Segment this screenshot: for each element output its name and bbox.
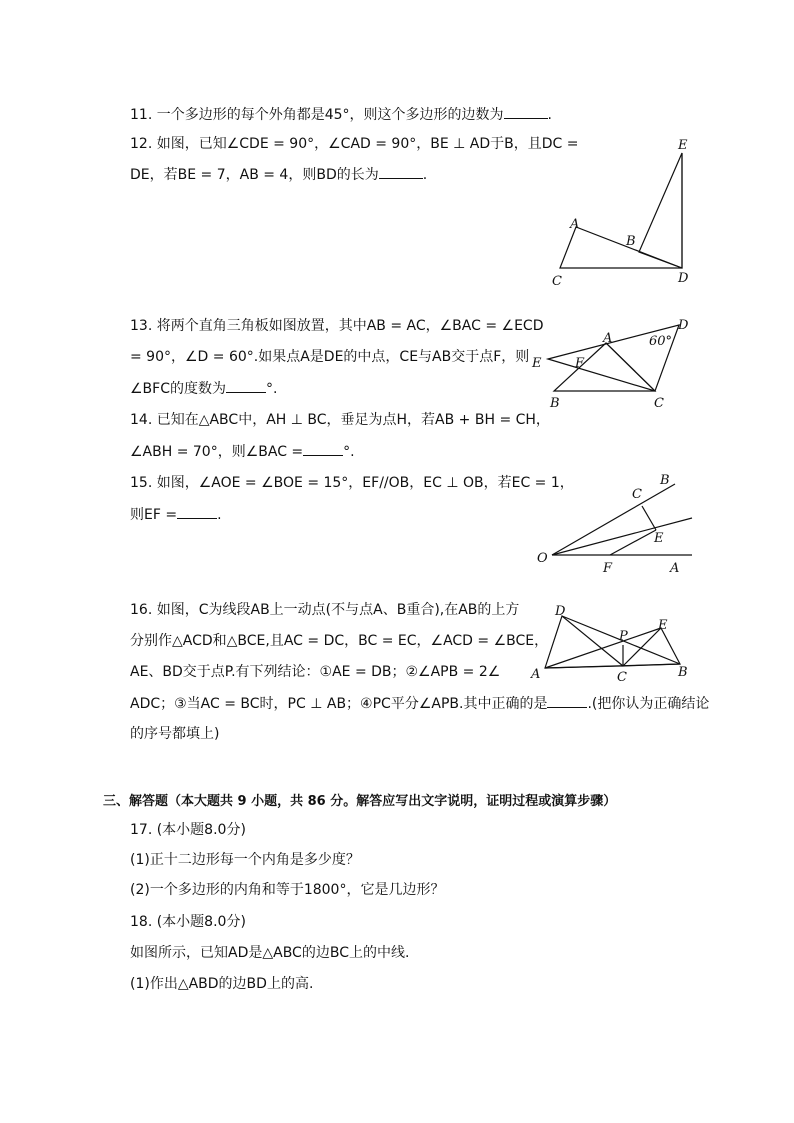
q15-label-o: O — [537, 551, 548, 566]
q15-line2-text: 则EF = — [130, 507, 178, 523]
q13-label-e: E — [532, 356, 542, 371]
q17-head: 17. (本小题8.0分) — [130, 822, 246, 838]
q17-part2: (2)一个多边形的内角和等于1800°，它是几边形？ — [130, 882, 445, 898]
q15-label-c: C — [632, 487, 642, 502]
q11-text: 11. 一个多边形的每个外角都是45°，则这个多边形的边数为 — [130, 107, 504, 123]
q11-end: . — [547, 107, 552, 123]
q16-segment-ae — [545, 628, 661, 668]
q16-line5: 的序号都填上) — [130, 726, 220, 742]
q13-angle-label: 60° — [649, 334, 673, 349]
q16-label-p: P — [619, 629, 628, 644]
q11-line — [130, 104, 552, 125]
q16-label-c: C — [617, 670, 627, 685]
q16-line4-tail: .(把你认为正确结论 — [587, 696, 710, 712]
q15-label-a: A — [670, 561, 680, 576]
q12-line1: 12. 如图，已知∠CDE = 90°，∠CAD = 90°，BE ⊥ AD于B，且DC = — [130, 136, 579, 152]
q16-label-b: B — [678, 665, 688, 680]
q15-line1: 15. 如图，∠AOE = ∠BOE = 15°，EF//OB，EC ⊥ OB，若EC = 1， — [130, 475, 574, 491]
q12-line2 — [130, 164, 427, 185]
q13-line1: 13. 将两个直角三角板如图放置，其中AB = AC，∠BAC = ∠ECD — [130, 318, 544, 334]
q18-intro: 如图所示，已知AD是△ABC的边BC上的中线. — [130, 945, 410, 961]
q15-figure — [530, 470, 700, 580]
q13-label-d: D — [678, 318, 689, 333]
q16-line4-text: ADC；③当AC = BC时，PC ⊥ AB；④PC平分∠APB.其中正确的是 — [130, 696, 548, 712]
q12-label-d: D — [678, 271, 689, 286]
q12-end: . — [422, 167, 428, 183]
section3-title: 三、解答题（本大题共 9 小题，共 86 分。解答应写出文字说明，证明过程或演算步骤） — [103, 794, 617, 809]
q13-end: °. — [265, 381, 278, 397]
q13-triangle-abc — [554, 343, 655, 391]
q17-part1: (1)正十二边形每一个内角是多少度？ — [130, 852, 360, 868]
q15-answer-blank[interactable] — [177, 504, 217, 519]
q14-line2 — [130, 441, 355, 462]
q12-label-b: B — [626, 234, 636, 249]
q14-answer-blank[interactable] — [303, 441, 343, 456]
q14-end: °. — [343, 444, 355, 460]
q15-label-e: E — [654, 531, 664, 546]
q13-answer-blank[interactable] — [226, 378, 266, 393]
q14-line2-text: ∠ABH = 70°，则∠BAC = — [130, 444, 304, 460]
q15-line2 — [130, 504, 222, 525]
q13-label-b: B — [550, 396, 560, 411]
q18-part1: (1)作出△ABD的边BD上的高. — [130, 976, 314, 992]
q12-figure — [540, 135, 710, 295]
q16-answer-blank[interactable] — [547, 693, 587, 708]
q14-line1: 14. 已知在△ABC中，AH ⊥ BC，垂足为点H，若AB + BH = CH， — [130, 412, 550, 428]
q13-label-a: A — [603, 331, 613, 346]
q13-line3-text: ∠BFC的度数为 — [130, 381, 226, 397]
q16-label-a: A — [531, 667, 541, 682]
q16-line2: 分别作△ACD和△BCE,且AC = DC，BC = EC，∠ACD = ∠BCE， — [130, 633, 549, 649]
q15-label-b: B — [660, 473, 670, 488]
q13-line2: = 90°，∠D = 60°.如果点A是DE的中点，CE与AB交于点F，则 — [130, 349, 530, 365]
q12-label-a: A — [570, 217, 580, 232]
q16-label-e: E — [658, 618, 668, 633]
q15-segment-ec — [642, 506, 656, 530]
q13-label-f: F — [575, 356, 585, 371]
q16-label-d: D — [555, 604, 566, 619]
q13-figure — [530, 315, 700, 415]
q12-label-e: E — [678, 138, 688, 153]
q12-answer-blank[interactable] — [379, 164, 423, 179]
q18-head: 18. (本小题8.0分) — [130, 914, 246, 930]
q12-triangle-acd — [560, 227, 682, 268]
q13-label-c: C — [654, 396, 664, 411]
q16-triangle-acd — [545, 616, 623, 668]
q11-answer-blank[interactable] — [504, 104, 548, 119]
q12-line2-text: DE，若BE = 7，AB = 4，则BD的长为 — [130, 167, 379, 183]
q16-line1: 16. 如图，C为线段AB上一动点(不与点A、B重合),在AB的上方 — [130, 602, 520, 618]
q15-end: . — [217, 507, 222, 523]
q12-triangle-bde — [639, 153, 682, 268]
q15-label-f: F — [603, 561, 613, 576]
q12-label-c: C — [552, 274, 562, 289]
q15-ray-oe — [552, 518, 692, 555]
q13-line3 — [130, 378, 277, 399]
q16-figure — [528, 600, 698, 685]
q16-line3: AE、BD交于点P.有下列结论：①AE = DB；②∠APB = 2∠ — [130, 664, 501, 680]
q16-line4 — [130, 693, 709, 714]
